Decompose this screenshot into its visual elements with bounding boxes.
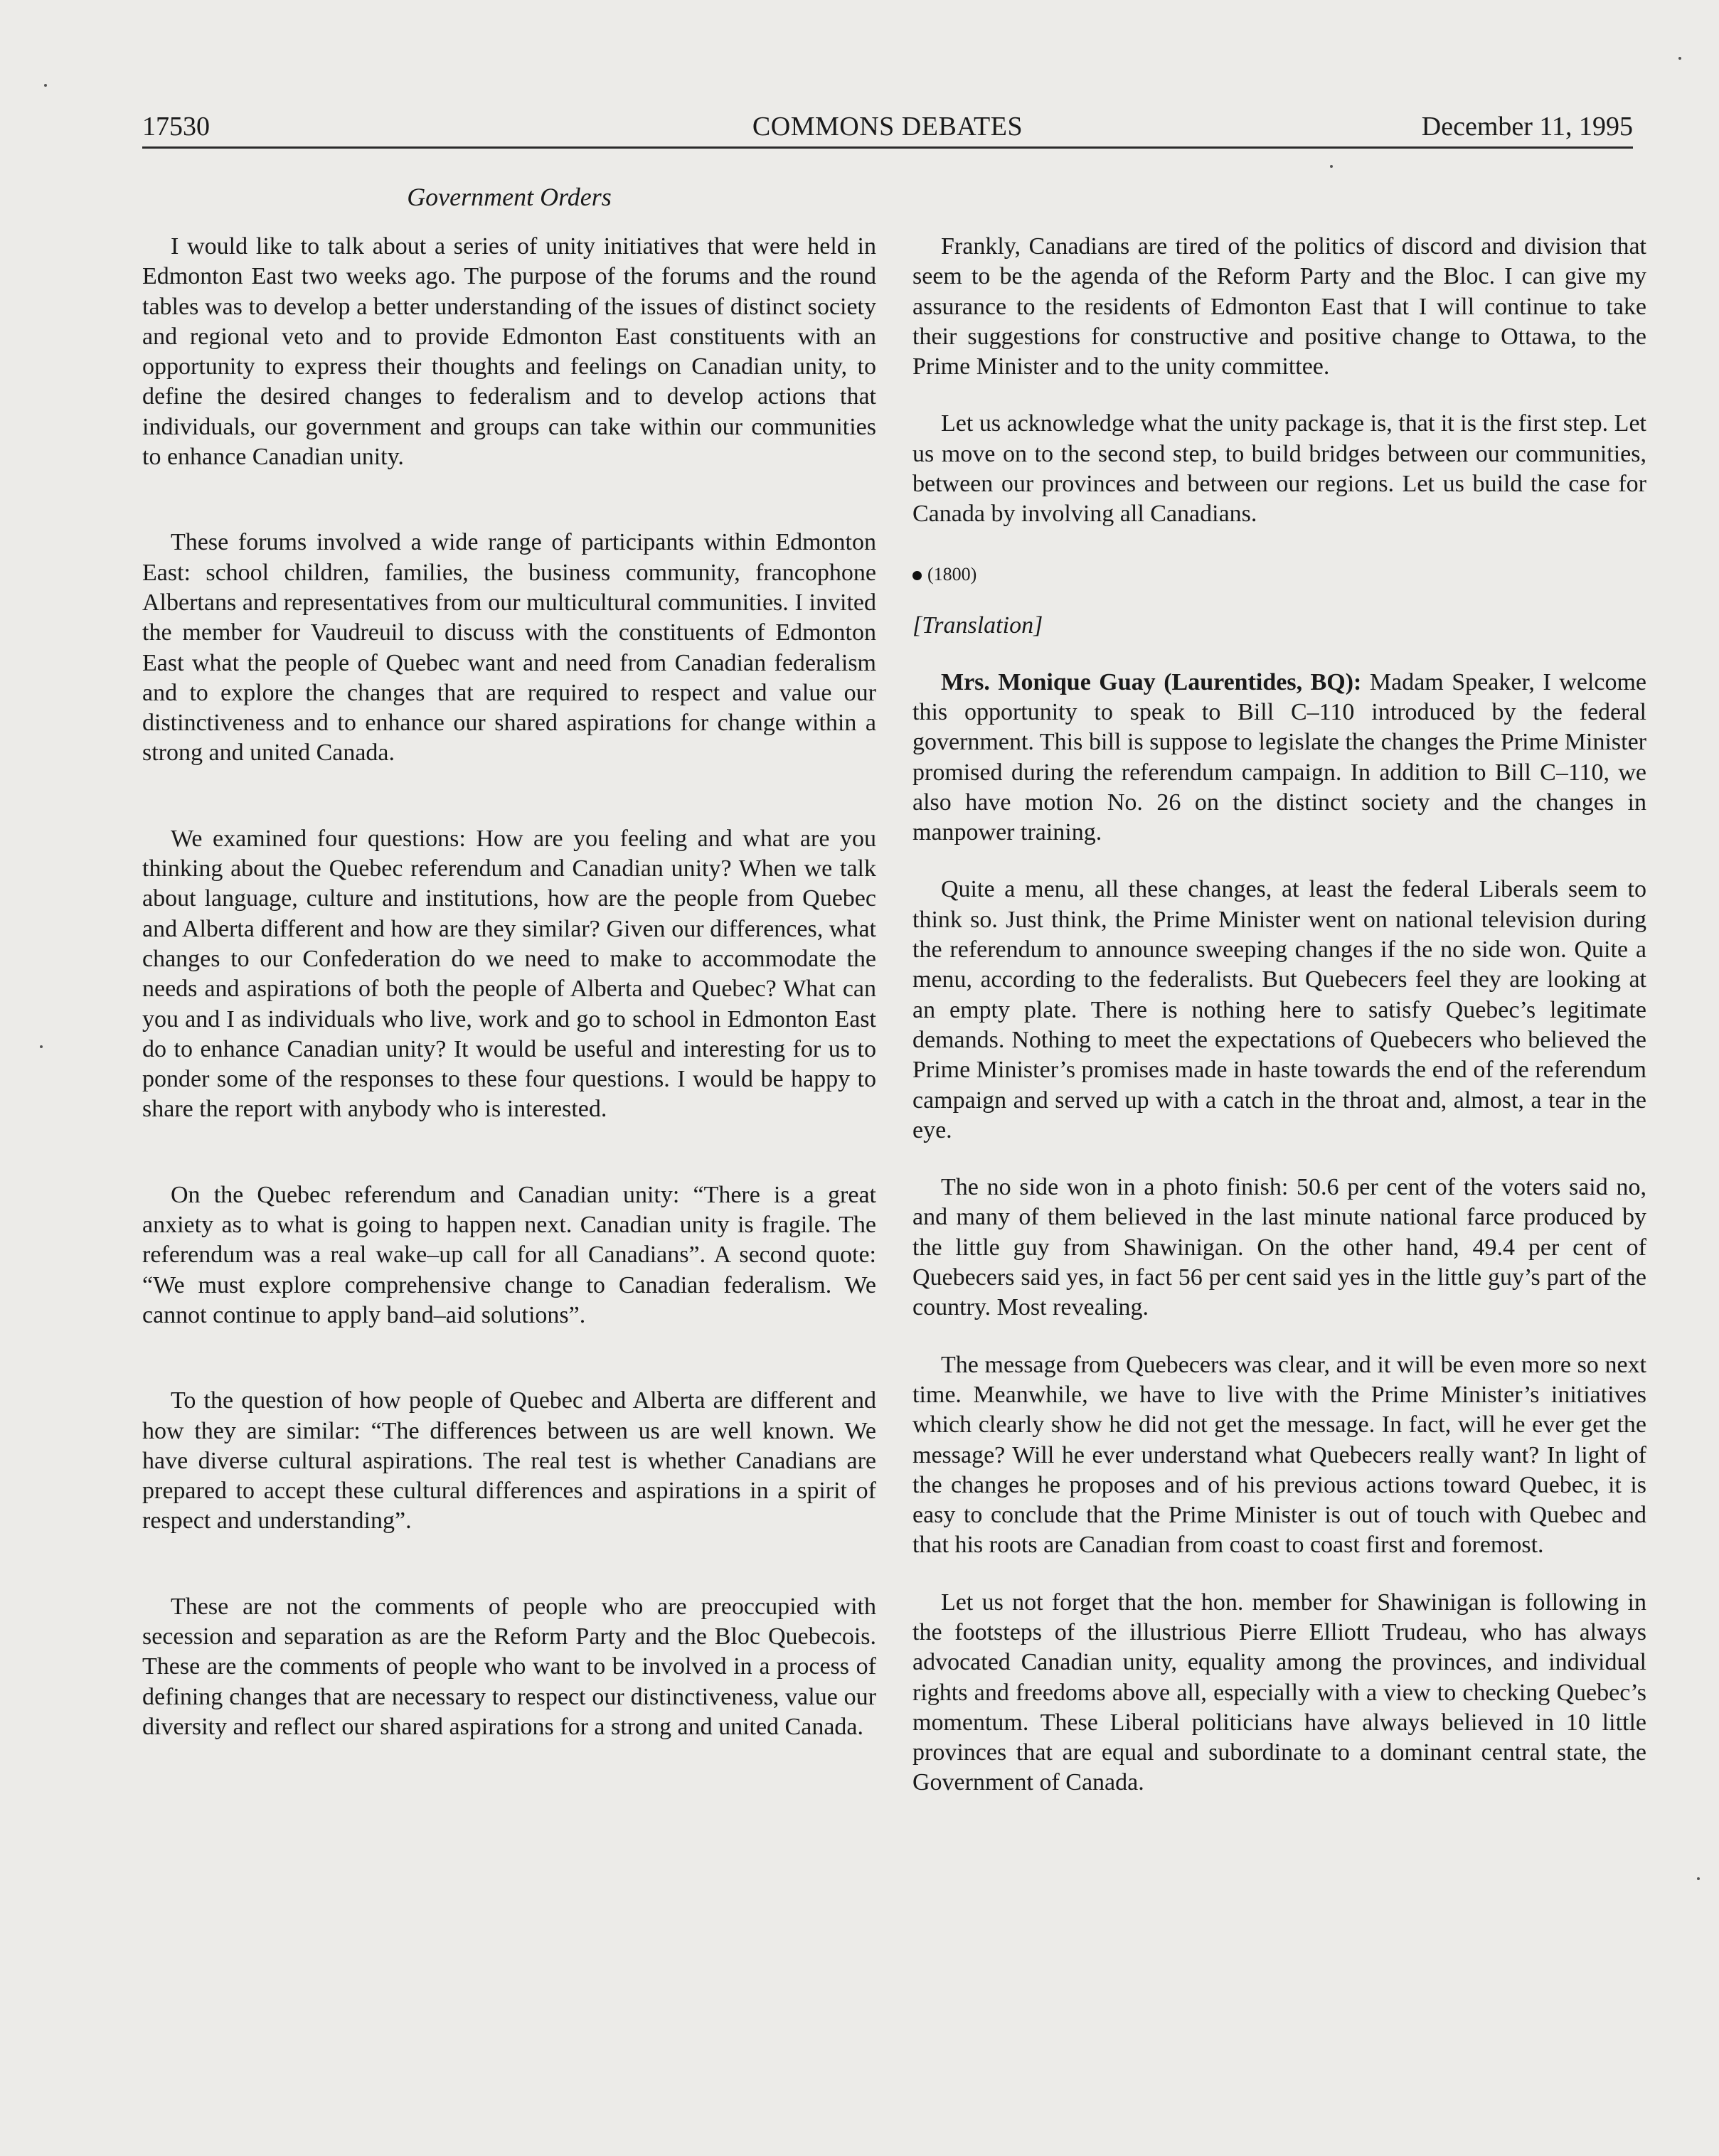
speaker-paragraph	[912, 668, 1646, 848]
paragraph: Quite a menu, all these changes, at least the federal Liberals seem to think so. Just think, the Prime Minister went on national television during the referendum to announce sweeping changes if the no side won. Quite a menu, according to the federalists. But Quebecers feel they are looking at an empty plate. There is nothing here to satisfy Quebec’s legitimate demands. Nothing to meet the expectations of Quebecers who believed the Prime Minister’s promises made in haste towards the end of the referendum campaign and served up with a catch in the throat and, almost, a tear in the eye.	[912, 876, 1646, 1143]
paragraph: These forums involved a wide range of participants within Edmonton East: school children, families, the business community, francophone Albertans and representatives from our multicultural communities. I invited the member for Vaudreuil to discuss with the constituents of Edmonton East what the people of Quebec want and need from Canadian federalism and to explore the changes that are required to respect and value our distinctiveness and to enhance our shared aspirations for change within a strong and united Canada.	[142, 529, 876, 767]
paragraph: The no side won in a photo finish: 50.6 per cent of the voters said no, and many of them believed in the last minute national farce produced by the little guy from Shawinigan. On the other hand, 49.4 per cent of Quebecers said yes, in fact 56 per cent said yes in the little guy’s part of the country. Most revealing.	[912, 1174, 1646, 1321]
paragraph: We examined four questions: How are you feeling and what are you thinking about the Quebec referendum and Canadian unity? When we talk about language, culture and institutions, how are the people from Quebec and Alberta different and how are they similar? Given our differences, what changes to our Confederation do we need to make to accommodate the needs and aspirations of both the people of Alberta and Quebec? What can you and I as individuals who live, work and go to school in Edmonton East do to enhance Canadian unity? It would be useful and interesting for us to ponder some of the responses to these four questions. I would be happy to share the report with anybody who is interested.	[142, 825, 876, 1123]
paragraph: The message from Quebecers was clear, and it will be even more so next time. Meanwhile, we have to live with the Prime Minister’s initiatives which clearly show he did not get the message. In fact, will he ever get the message? Will he ever understand what Quebecers really want? In light of the changes he proposes and of his previous actions toward Quebec, it is easy to conclude that the Prime Minister is out of touch with Quebec and that his roots are Canadian from coast to coast first and foremost.	[912, 1351, 1646, 1559]
right-column	[912, 232, 1646, 1798]
page-number: 17530	[142, 112, 210, 142]
scan-speck	[1678, 57, 1681, 60]
header-rule	[142, 146, 1633, 149]
paragraph: I would like to talk about a series of unity initiatives that were held in Edmonton East two weeks ago. The purpose of the forums and the round tables was to develop a better understanding of the issues of distinct society and regional veto and to provide Edmonton East constituents with an opportunity to express their thoughts and feelings on Canadian unity, to define the desired changes to federalism and to develop actions that individuals, our government and groups can take within our communities to enhance Canadian unity.	[142, 233, 876, 471]
paragraph: Let us acknowledge what the unity package is, that it is the first step. Let us move on to the second step, to build bridges between our communities, between our provinces and between our regions. Let us build the case for Canada by involving all Canadians.	[912, 410, 1646, 528]
scan-speck	[1697, 1877, 1700, 1880]
scan-speck	[1330, 165, 1333, 168]
paragraph: Frankly, Canadians are tired of the politics of discord and division that seem to be the agenda of the Reform Party and the Bloc. I can give my assurance to the residents of Edmonton East that I will continue to take their suggestions for constructive and positive change to Ottawa, to the Prime Minister and to the unity committee.	[912, 233, 1646, 380]
page-date: December 11, 1995	[1421, 112, 1633, 142]
paragraph: Let us not forget that the hon. member for Shawinigan is following in the footsteps of the illustrious Pierre Elliott Trudeau, who has always advocated Canadian unity, equality among the provinces, and individual rights and freedoms above all, especially with a view to checking Quebec’s momentum. These Liberal politicians have always believed in 10 little provinces that are equal and subordinate to a dominant central state, the Government of Canada.	[912, 1589, 1646, 1796]
paragraph: These are not the comments of people who are preoccupied with secession and separation as are the Reform Party and the Bloc Quebecois. These are the comments of people who want to be involved in a process of defining changes that are necessary to respect our distinctiveness, value our diversity and reflect our shared aspirations for a strong and united Canada.	[142, 1593, 876, 1740]
translation-label: [Translation]	[912, 612, 1043, 639]
speaker-name: Mrs. Monique Guay (Laurentides, BQ):	[941, 668, 1362, 695]
paragraph: On the Quebec referendum and Canadian unity: “There is a great anxiety as to what is going to happen next. Canadian unity is fragile. The referendum was a real wake–up call for all Canadians”. A second quote: “We must explore comprehensive change to Canadian federalism. We cannot continue to apply band–aid solutions”.	[142, 1181, 876, 1328]
scan-speck	[40, 1045, 43, 1048]
section-heading: Government Orders	[407, 183, 612, 211]
left-column	[142, 232, 876, 1742]
speaker-text: Madam Speaker, I welcome this opportunity to speak to Bill C–110 introduced by the federal government. This bill is suppose to legislate the changes the Prime Minister promised during the referendum campaign. In addition to Bill C–110, we also have motion No. 26 on the distinct society and the changes in manpower training.	[912, 668, 1647, 846]
time-marker-text: (1800)	[927, 563, 977, 585]
time-marker	[912, 560, 1646, 589]
scan-speck	[44, 84, 47, 87]
bullet-icon	[912, 571, 922, 580]
publication-title: COMMONS DEBATES	[752, 112, 1023, 142]
page-header	[142, 105, 1633, 148]
paragraph: To the question of how people of Quebec and Alberta are different and how they are similar: “The differences between us are well known. We have diverse cultural aspirations. The real test is whether Canadians are prepared to accept these cultural differences and aspirations in a spirit of respect and understanding”.	[142, 1387, 876, 1535]
